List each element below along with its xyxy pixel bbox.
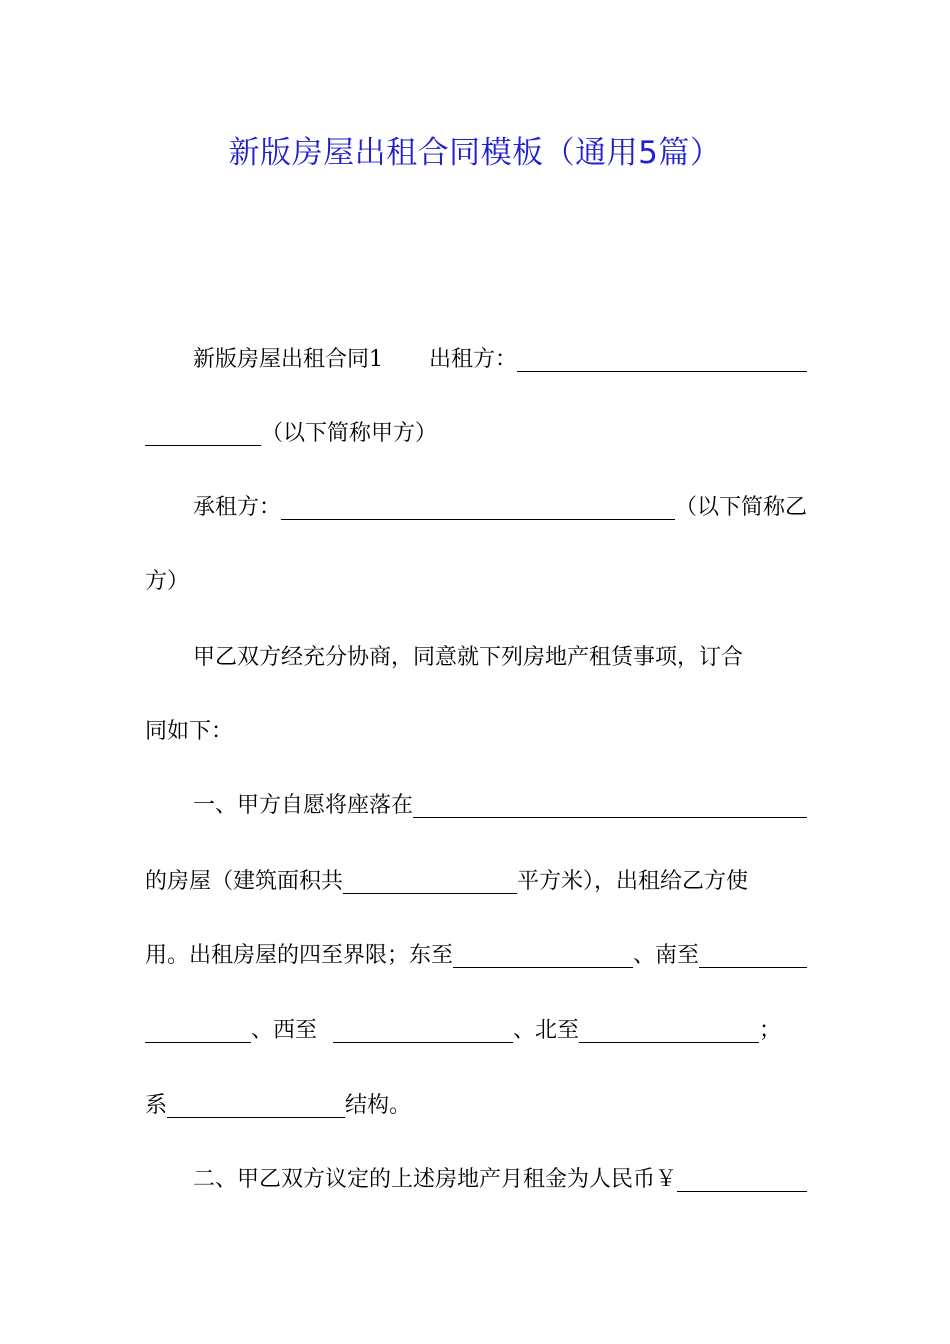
paragraph-line	[145, 786, 807, 826]
paragraph-line	[145, 1011, 807, 1051]
lessor-blank	[517, 371, 807, 372]
south-blank	[699, 967, 807, 968]
structure-label: 系	[145, 1093, 168, 1118]
paragraph-line	[145, 936, 807, 976]
clause-one: 一、甲方自愿将座落在	[193, 793, 414, 818]
area-blank	[343, 893, 517, 894]
structure-suffix: 结构。	[345, 1093, 412, 1118]
east-blank	[453, 967, 633, 968]
west-blank	[333, 1042, 513, 1043]
paragraph-line	[145, 488, 807, 528]
clause-two: 二、甲乙双方议定的上述房地产月租金为人民币￥	[193, 1167, 678, 1192]
south-label: 、南至	[633, 943, 700, 968]
agreement-intro-cont: 同如下：	[145, 719, 234, 744]
paragraph-line	[145, 414, 807, 454]
semicolon: ；	[759, 1018, 782, 1043]
paragraph-line	[145, 562, 807, 602]
floor-area-text-cont: 平方米），出租给乙方使	[517, 869, 749, 894]
south-blank-cont	[145, 1042, 251, 1043]
boundary-text: 用。出租房屋的四至界限；东至	[145, 943, 454, 968]
lessor-blank-cont	[145, 445, 261, 446]
structure-blank	[167, 1117, 345, 1118]
floor-area-text: 的房屋（建筑面积共	[145, 869, 344, 894]
paragraph-line	[145, 340, 807, 380]
west-label: 、西至	[251, 1018, 318, 1043]
lessor-label: 出租方：	[429, 347, 518, 372]
document-title: 新版房屋出租合同模板（通用5篇）	[228, 135, 722, 171]
paragraph-line	[145, 862, 807, 902]
paragraph-line	[145, 1086, 807, 1126]
paragraph-line	[145, 1160, 807, 1200]
party-b-note-cont: 方）	[145, 569, 190, 594]
contract-heading: 新版房屋出租合同1	[193, 347, 383, 372]
north-blank	[579, 1042, 759, 1043]
party-a-note: （以下简称甲方）	[261, 421, 438, 446]
north-label: 、北至	[513, 1018, 580, 1043]
location-blank	[413, 817, 807, 818]
lessee-label: 承租方：	[193, 495, 282, 520]
rent-blank	[677, 1191, 807, 1192]
party-b-note: （以下简称乙	[674, 495, 807, 520]
paragraph-line	[145, 712, 807, 752]
lessee-blank	[281, 519, 675, 520]
paragraph-line	[145, 638, 807, 678]
agreement-intro: 甲乙双方经充分协商，同意就下列房地产租赁事项，订合	[193, 645, 744, 670]
